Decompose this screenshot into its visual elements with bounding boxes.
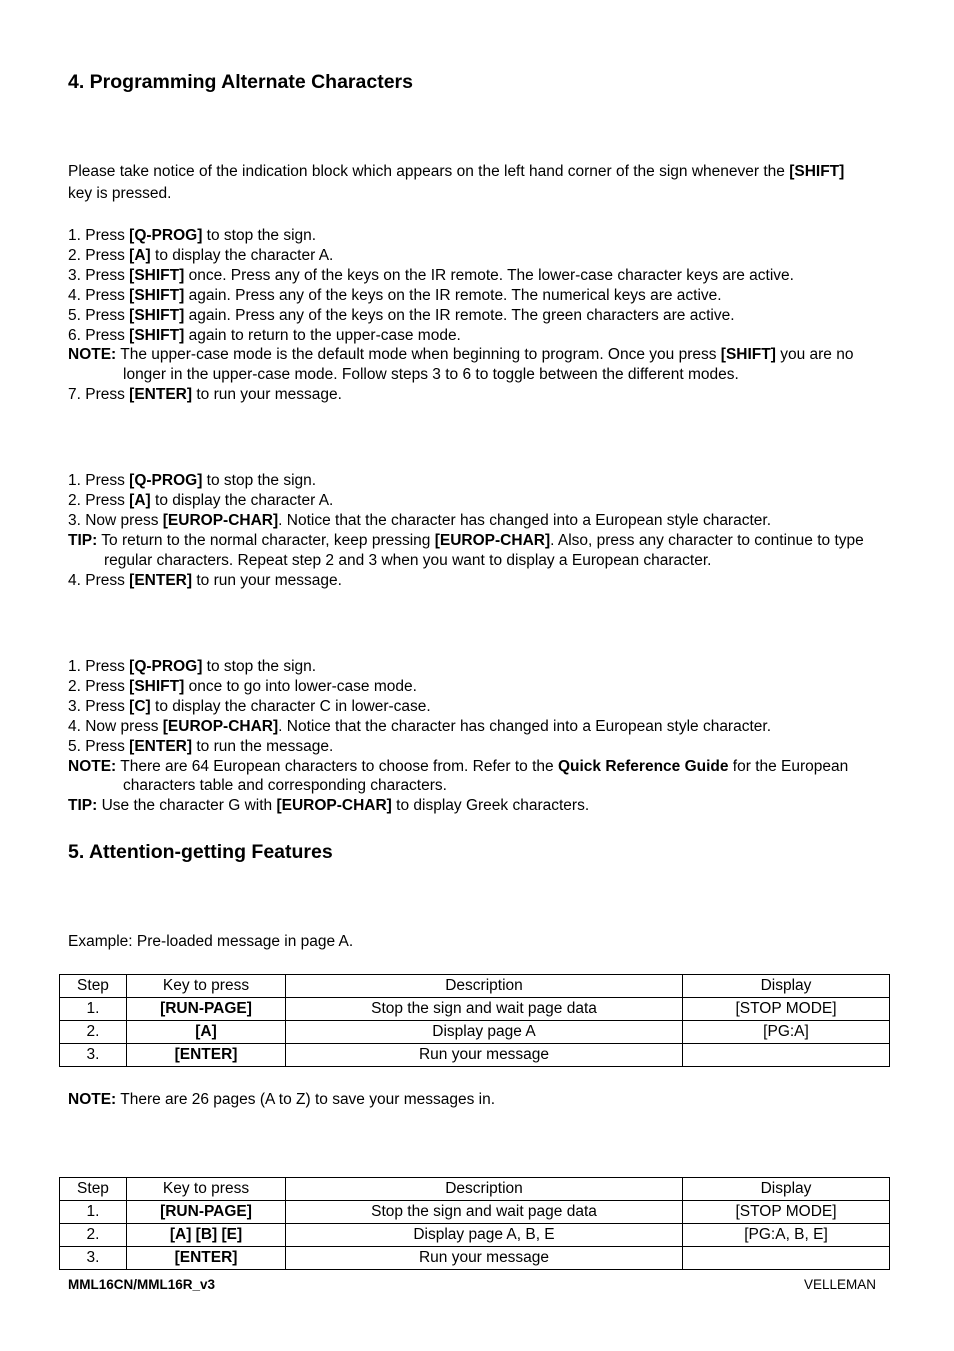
text-segment: 5. Press	[68, 737, 130, 755]
intro-paragraph-continued: key is pressed.	[68, 185, 172, 202]
key-cell: [A]	[127, 1021, 286, 1044]
key-label: Quick Reference Guide	[557, 757, 729, 775]
text-segment: characters table and corresponding characters.	[123, 777, 447, 795]
table-row	[60, 1201, 890, 1224]
text-segment: again. Press any of the keys on the IR remote. The green characters are active.	[184, 306, 735, 324]
key-cell: [RUN-PAGE]	[127, 998, 286, 1021]
step-line	[68, 757, 848, 777]
column-header: Step	[60, 975, 127, 998]
step-line	[68, 326, 461, 346]
table-row	[60, 1247, 890, 1270]
key-label: [SHIFT]	[789, 163, 845, 180]
multi-page-table	[59, 1177, 890, 1270]
text-segment: There are 26 pages (A to Z) to save your messages in.	[116, 1091, 496, 1108]
text-segment: to display the character C in lower-case.	[150, 697, 431, 715]
text-segment: 1. Press	[68, 658, 130, 675]
description-cell: Run your message	[286, 1044, 683, 1067]
text-segment: to run your message.	[192, 571, 342, 589]
text-segment: you are no	[775, 346, 854, 364]
text-segment: Please take notice of the indication block which appears on the left hand corner of the sign whenever the	[68, 163, 790, 180]
step-line	[68, 717, 771, 737]
key-label: [SHIFT]	[129, 266, 185, 284]
text-segment: regular characters. Repeat step 2 and 3 when you want to display a European character.	[104, 551, 712, 569]
key-cell: [ENTER]	[127, 1044, 286, 1067]
step-line	[68, 306, 735, 326]
text-segment: 1. Press	[68, 227, 130, 244]
description-cell: Display page A, B, E	[286, 1224, 683, 1247]
key-label: NOTE:	[68, 757, 117, 775]
text-segment: 5. Press	[68, 306, 130, 324]
footer-brand: VELLEMAN	[803, 1277, 876, 1292]
step-line	[68, 511, 771, 531]
step-line	[68, 246, 333, 266]
table-row	[60, 1224, 890, 1247]
step-line	[68, 266, 794, 286]
display-cell: [PG:A, B, E]	[683, 1224, 890, 1247]
text-segment: 3. Press	[68, 697, 130, 715]
key-label: [SHIFT]	[129, 326, 185, 344]
key-cell: [ENTER]	[127, 1247, 286, 1270]
key-label: NOTE:	[68, 346, 117, 364]
step-line	[123, 776, 447, 796]
text-segment: 6. Press	[68, 326, 130, 344]
column-header: Description	[286, 975, 683, 998]
key-label: [A]	[129, 491, 151, 509]
step-line	[68, 345, 853, 365]
text-segment: for the European	[728, 757, 849, 775]
column-header: Step	[60, 1178, 127, 1201]
step-cell: 1.	[60, 998, 127, 1021]
key-label: TIP:	[68, 797, 98, 815]
text-segment: to display Greek characters.	[391, 797, 590, 815]
text-segment: The upper-case mode is the default mode when beginning to program. Once you press	[116, 346, 721, 364]
table-header-row	[60, 1178, 890, 1201]
step-line	[68, 286, 722, 306]
description-cell: Stop the sign and wait page data	[286, 998, 683, 1021]
description-cell: Run your message	[286, 1247, 683, 1270]
step-line	[123, 365, 739, 385]
key-label: [EUROP-CHAR]	[434, 531, 551, 549]
text-segment: There are 64 European characters to choose from. Refer to the	[116, 757, 558, 775]
key-cell: [RUN-PAGE]	[127, 1201, 286, 1224]
step-line	[68, 737, 333, 757]
display-cell: [STOP MODE]	[683, 1201, 890, 1224]
section-4-title: 4. Programming Alternate Characters	[68, 71, 413, 93]
step-line	[68, 385, 342, 405]
display-cell	[683, 1247, 890, 1270]
text-segment: to stop the sign.	[202, 658, 317, 675]
column-header: Display	[683, 1178, 890, 1201]
text-segment: to stop the sign.	[202, 472, 317, 489]
key-label: TIP:	[68, 531, 98, 549]
text-segment: to run the message.	[192, 737, 334, 755]
text-segment: 4. Press	[68, 571, 130, 589]
text-segment: 2. Press	[68, 246, 130, 264]
step-line	[104, 551, 711, 571]
text-segment: to stop the sign.	[202, 227, 317, 244]
key-label: [A]	[129, 246, 151, 264]
footer-model: MML16CN/MML16R_v3	[68, 1277, 216, 1292]
text-segment: 3. Now press	[68, 511, 163, 529]
text-segment: to display the character A.	[150, 246, 334, 264]
description-cell: Stop the sign and wait page data	[286, 1201, 683, 1224]
example-text: Example: Pre-loaded message in page A.	[68, 933, 354, 950]
intro-paragraph	[68, 162, 844, 182]
text-segment: To return to the normal character, keep pressing	[97, 531, 435, 549]
step-line	[68, 471, 316, 491]
step-cell: 2.	[60, 1224, 127, 1247]
table-row	[60, 998, 890, 1021]
display-cell: [PG:A]	[683, 1021, 890, 1044]
display-cell: [STOP MODE]	[683, 998, 890, 1021]
table-row	[60, 1044, 890, 1067]
key-label: [Q-PROG]	[129, 472, 203, 489]
key-label: [ENTER]	[129, 571, 193, 589]
step-line	[68, 796, 589, 816]
description-cell: Display page A	[286, 1021, 683, 1044]
key-label: [Q-PROG]	[129, 227, 203, 244]
step-line	[68, 491, 333, 511]
key-label: [ENTER]	[129, 737, 193, 755]
key-label: [SHIFT]	[720, 346, 776, 364]
key-label: [SHIFT]	[129, 306, 185, 324]
text-segment: again. Press any of the keys on the IR remote. The numerical keys are active.	[184, 286, 722, 304]
step-line	[68, 677, 417, 697]
text-segment: to display the character A.	[150, 491, 334, 509]
key-cell: [A] [B] [E]	[127, 1224, 286, 1247]
step-cell: 3.	[60, 1044, 127, 1067]
key-label: NOTE:	[68, 1091, 117, 1108]
column-header: Key to press	[127, 1178, 286, 1201]
table-row	[60, 1021, 890, 1044]
step-line	[68, 571, 342, 591]
step-cell: 1.	[60, 1201, 127, 1224]
single-page-table	[59, 974, 890, 1067]
text-segment: to run your message.	[192, 386, 342, 404]
key-label: [EUROP-CHAR]	[162, 511, 279, 529]
key-label: [SHIFT]	[129, 286, 185, 304]
table-header-row	[60, 975, 890, 998]
step-line	[68, 531, 864, 551]
step-cell: 2.	[60, 1021, 127, 1044]
column-header: Display	[683, 975, 890, 998]
section-5-title: 5. Attention-getting Features	[68, 841, 333, 863]
text-segment: . Notice that the character has changed into a European style character.	[278, 717, 772, 735]
text-segment: Use the character G with	[97, 797, 277, 815]
text-segment: 2. Press	[68, 491, 130, 509]
text-segment: again to return to the upper-case mode.	[184, 326, 461, 344]
column-header: Key to press	[127, 975, 286, 998]
key-label: [EUROP-CHAR]	[276, 797, 392, 815]
text-segment: 2. Press	[68, 677, 130, 695]
key-label: [Q-PROG]	[129, 658, 203, 675]
text-segment: once to go into lower-case mode.	[184, 677, 417, 695]
display-cell	[683, 1044, 890, 1067]
step-cell: 3.	[60, 1247, 127, 1270]
text-segment: 1. Press	[68, 472, 130, 489]
text-segment: once. Press any of the keys on the IR remote. The lower-case character keys are active.	[184, 266, 794, 284]
text-segment: 7. Press	[68, 386, 130, 404]
key-label: [EUROP-CHAR]	[162, 717, 279, 735]
text-segment: longer in the upper-case mode. Follow steps 3 to 6 to toggle between the different modes.	[123, 366, 739, 384]
key-label: [ENTER]	[129, 386, 193, 404]
text-segment: 4. Press	[68, 286, 130, 304]
key-label: [C]	[129, 697, 151, 715]
text-segment: 3. Press	[68, 266, 130, 284]
text-segment: . Also, press any character to continue to type	[550, 531, 864, 549]
step-line	[68, 657, 316, 677]
key-label: [SHIFT]	[129, 677, 185, 695]
step-line	[68, 697, 431, 717]
column-header: Description	[286, 1178, 683, 1201]
text-segment: . Notice that the character has changed into a European style character.	[278, 511, 772, 529]
step-line	[68, 226, 316, 246]
text-segment: 4. Now press	[68, 717, 163, 735]
pages-note	[68, 1090, 495, 1110]
